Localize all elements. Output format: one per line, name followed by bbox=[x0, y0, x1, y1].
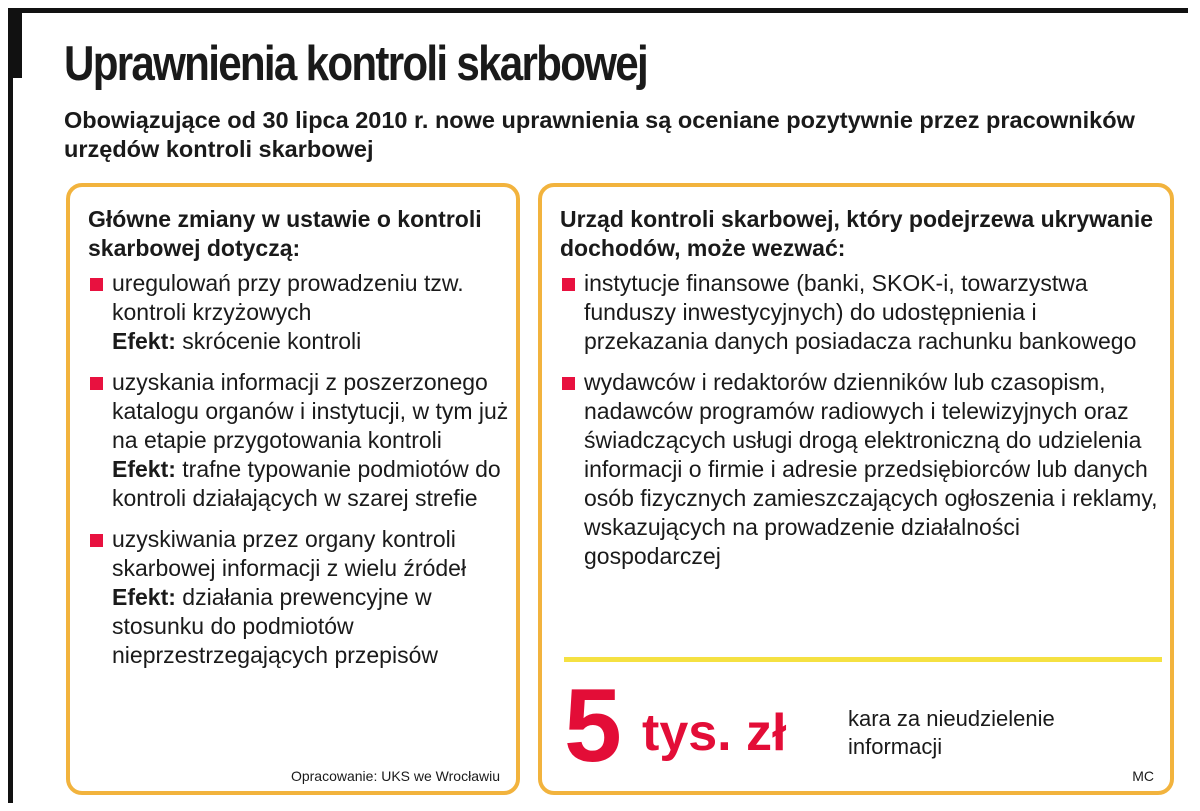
effect-text: skrócenie kontroli bbox=[182, 328, 362, 354]
bullet-square-icon bbox=[90, 278, 103, 291]
effect-label: Efekt: bbox=[112, 584, 176, 610]
list-item bbox=[88, 368, 513, 513]
bullet-square-icon bbox=[562, 377, 575, 390]
list-item bbox=[88, 525, 513, 670]
bullet-square-icon bbox=[562, 278, 575, 291]
frame-top-rule bbox=[8, 8, 1188, 13]
penalty-divider bbox=[564, 657, 1162, 662]
summons-text: wydawców i redaktorów dzienników lub czasopism, nadawców programów radiowych i telewizyjnych oraz świadczących usługi drogą elektroniczną do udzielenia informacji o firmie i adresie przedsiębiorców lub danych osób fizycznych zamieszczających ogłoszenia i reklamy, wskazujących na prowadzenie działalności gospodarczej bbox=[584, 369, 1158, 569]
penalty-number: 5 bbox=[564, 668, 620, 784]
frame-left-rule bbox=[8, 8, 13, 803]
bullet-square-icon bbox=[90, 377, 103, 390]
list-item bbox=[560, 368, 1160, 571]
bullet-square-icon bbox=[90, 534, 103, 547]
list-item bbox=[560, 269, 1160, 356]
effect-label: Efekt: bbox=[112, 456, 176, 482]
page-title: Uprawnienia kontroli skarbowej bbox=[64, 37, 647, 91]
change-text: uregulowań przy prowadzeniu tzw. kontroli krzyżowych bbox=[112, 270, 464, 325]
page-subtitle: Obowiązujące od 30 lipca 2010 r. nowe uprawnienia są oceniane pozytywnie przez pracowników urzędów kontroli skarbowej bbox=[64, 107, 1135, 162]
changes-panel bbox=[66, 183, 520, 795]
frame-corner-block bbox=[8, 8, 22, 78]
penalty-description: kara za nieudzielenie informacji bbox=[848, 706, 1055, 759]
effect-text: trafne typowanie podmiotów do kontroli działających w szarej strefie bbox=[112, 456, 501, 511]
summons-text: instytucje finansowe (banki, SKOK-i, towarzystwa funduszy inwestycyjnych) do udostępnienia i przekazania danych posiadacza rachunku bankowego bbox=[584, 270, 1137, 354]
summons-list bbox=[560, 269, 1160, 583]
penalty-unit: tys. zł bbox=[642, 704, 787, 762]
change-text: uzyskania informacji z poszerzonego katalogu organów i instytucji, w tym już na etapie przygotowania kontroli bbox=[112, 369, 509, 453]
change-text: uzyskiwania przez organy kontroli skarbowej informacji z wielu źródeł bbox=[112, 526, 467, 581]
source-note: Opracowanie: UKS we Wrocławiu bbox=[290, 768, 500, 784]
changes-list bbox=[88, 269, 513, 682]
changes-heading: Główne zmiany w ustawie o kontroli skarbowej dotyczą: bbox=[88, 206, 482, 261]
list-item bbox=[88, 269, 513, 356]
effect-label: Efekt: bbox=[112, 328, 176, 354]
effect-text: działania prewencyjne w stosunku do podmiotów nieprzestrzegających przepisów bbox=[112, 584, 438, 668]
summons-heading: Urząd kontroli skarbowej, który podejrzewa ukrywanie dochodów, może wezwać: bbox=[560, 206, 1154, 261]
summons-panel bbox=[538, 183, 1174, 795]
author-credit: MC bbox=[1132, 768, 1154, 784]
